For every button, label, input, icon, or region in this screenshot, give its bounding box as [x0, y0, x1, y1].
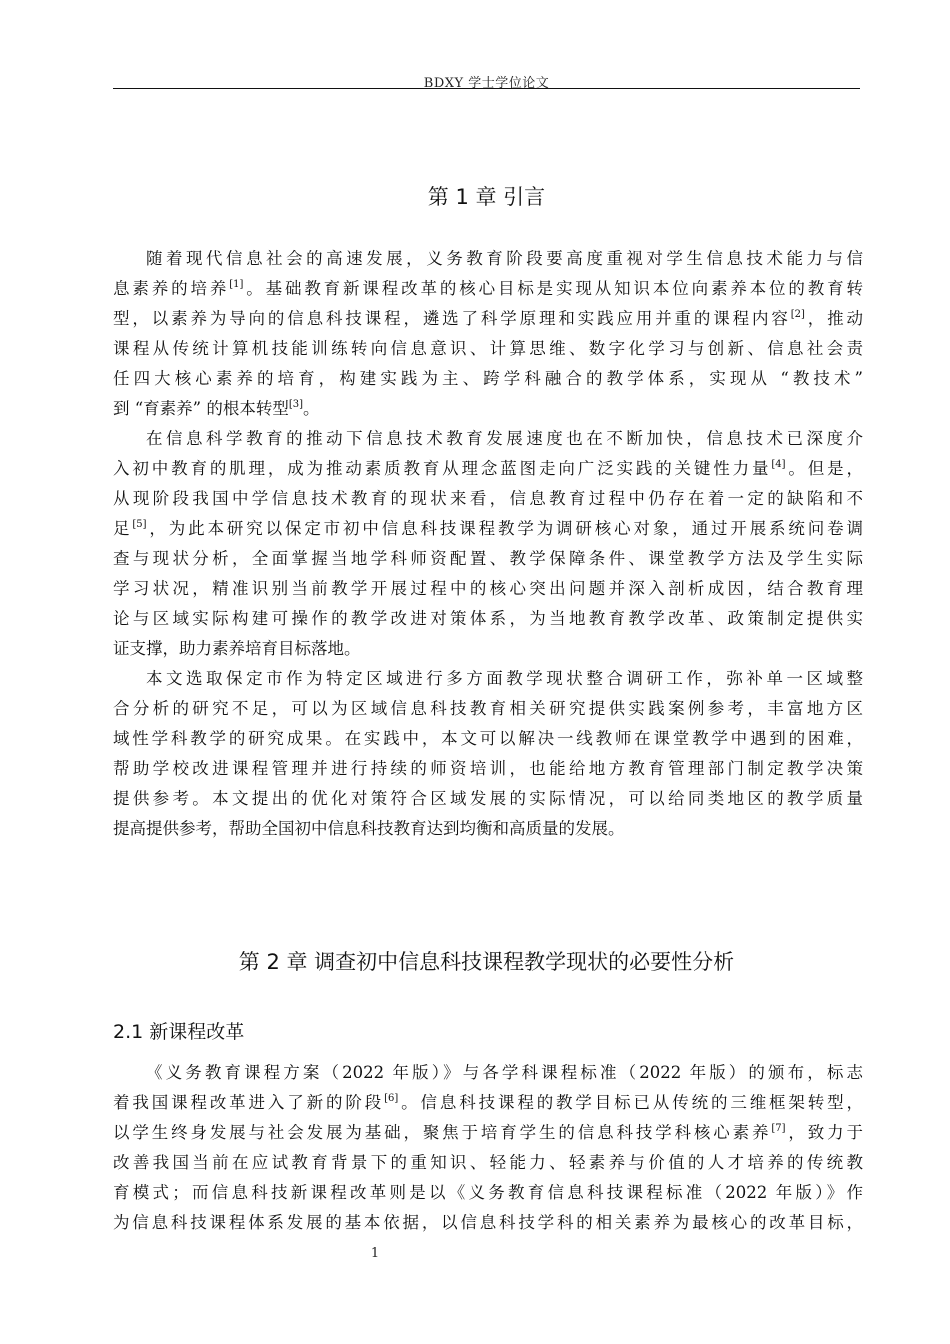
text-line [113, 274, 863, 304]
line-text: 提供参考。本文提出的优化对策符合区域发展的实际情况，可以给同类地区的教学质量 [113, 789, 863, 808]
line-text: 随着现代信息社会的高速发展，义务教育阶段要高度重视对学生信息技术能力与信 [146, 249, 863, 268]
line-text: 提高提供参考，帮助全国初中信息科技教育达到均衡和高质量的发展。 [113, 819, 625, 838]
text-line [113, 1208, 863, 1238]
line-text: 论与区域实际构建可操作的教学改进对策体系，为当地教育教学改革、政策制定提供实 [113, 609, 863, 628]
chapter-2-title: 第 2 章 调查初中信息科技课程教学现状的必要性分析 [238, 950, 735, 974]
line-text-tail: ，为此本研究以保定市初中信息科技课程教学为调研核心对象，通过开展系统问卷调 [146, 519, 864, 538]
line-text: 足 [113, 519, 133, 538]
line-text: 改善我国当前在应试教育背景下的重知识、轻能力、轻素养与价值的人才培养的传统教 [113, 1153, 863, 1172]
citation-ref: [7] [771, 1123, 786, 1134]
text-line [113, 1088, 863, 1118]
text-line [113, 724, 863, 754]
section-2-1-title: 2.1 新课程改革 [113, 1021, 245, 1043]
line-text: 息素养的培养 [113, 279, 230, 298]
text-line [113, 604, 863, 634]
text-line [113, 634, 863, 664]
line-text: 着我国课程改革进入了新的阶段 [113, 1093, 385, 1112]
line-text: 到 “育素养” 的根本转型 [113, 399, 289, 418]
line-text: 型，以素养为导向的信息科技课程，遴选了科学原理和实践应用并重的课程内容 [113, 309, 791, 328]
text-line [113, 1058, 863, 1088]
line-text: 域性学科教学的研究成果。在实践中，本文可以解决一线教师在课堂教学中遇到的困难， [113, 729, 863, 748]
line-text: 育模式；而信息科技新课程改革则是以《义务教育信息科技课程标准（2022 年版）》作 [113, 1183, 863, 1202]
text-line [113, 694, 863, 724]
line-text: 课程从传统计算机技能训练转向信息意识、计算思维、数字化学习与创新、信息社会责 [113, 339, 863, 358]
citation-ref: [6] [384, 1093, 399, 1104]
text-line [113, 304, 863, 334]
text-line [113, 574, 863, 604]
header-rule [113, 88, 860, 89]
line-text: 本文选取保定市作为特定区域进行多方面教学现状整合调研工作，弥补单一区域整 [146, 669, 863, 688]
line-text-tail: ，推动 [804, 309, 864, 328]
line-text: 在信息科学教育的推动下信息技术教育发展速度也在不断加快，信息技术已深度介 [146, 429, 863, 448]
text-line [113, 754, 863, 784]
line-text: 从现阶段我国中学信息技术教育的现状来看，信息教育过程中仍存在着一定的缺陷和不 [113, 489, 863, 508]
page-number: 1 [370, 1246, 380, 1261]
text-line [113, 1178, 863, 1208]
text-line [113, 814, 863, 844]
chapter-1-title: 第 1 章 引言 [427, 185, 546, 209]
text-line [113, 334, 863, 364]
line-text-tail: 。但是， [785, 459, 864, 478]
line-text: 以学生终身发展与社会发展为基础，聚焦于培育学生的信息科技学科核心素养 [113, 1123, 772, 1142]
text-line [113, 244, 863, 274]
text-line [113, 514, 863, 544]
text-line [113, 484, 863, 514]
citation-ref: [5] [132, 519, 147, 530]
text-line [113, 364, 863, 394]
chapter-1-body [113, 244, 863, 844]
text-line [113, 784, 863, 814]
citation-ref: [1] [229, 279, 244, 290]
line-text: 合分析的研究不足，可以为区域信息科技教育相关研究提供实践案例参考，丰富地方区 [113, 699, 863, 718]
text-line [113, 664, 863, 694]
line-text-tail: ，致力于 [785, 1123, 864, 1142]
text-line [113, 544, 863, 574]
line-text: 为信息科技课程体系发展的基本依据，以信息科技学科的相关素养为最核心的改革目标， [113, 1213, 863, 1232]
line-text-tail: 。信息科技课程的教学目标已从传统的三维框架转型， [398, 1093, 864, 1112]
text-line [113, 424, 863, 454]
text-line [113, 1118, 863, 1148]
line-text-tail: 。基础教育新课程改革的核心目标是实现从知识本位向素养本位的教育转 [243, 279, 864, 298]
line-text: 帮助学校改进课程管理并进行持续的师资培训，也能给地方教育管理部门制定教学决策 [113, 759, 863, 778]
running-header: BDXY 学士学位论文 [423, 76, 550, 91]
text-line [113, 454, 863, 484]
section-2-1-body [113, 1058, 863, 1238]
line-text: 入初中教育的肌理，成为推动素质教育从理念蓝图走向广泛实践的关键性力量 [113, 459, 772, 478]
line-text: 任四大核心素养的培育，构建实践为主、跨学科融合的教学体系，实现从 “教技术” [113, 369, 863, 388]
line-text: 证支撑，助力素养培育目标落地。 [113, 639, 361, 658]
line-text: 查与现状分析，全面掌握当地学科师资配置、教学保障条件、课堂教学方法及学生实际 [113, 549, 863, 568]
citation-ref: [2] [790, 309, 805, 320]
text-line [113, 394, 863, 424]
line-text: 学习状况，精准识别当前教学开展过程中的核心突出问题并深入剖析成因，结合教育理 [113, 579, 863, 598]
line-text: 《义务教育课程方案（2022 年版）》与各学科课程标准（2022 年版）的颁布，标志 [146, 1063, 863, 1082]
citation-ref: [4] [771, 459, 786, 470]
citation-ref: [3] [288, 399, 304, 410]
text-line [113, 1148, 863, 1178]
line-text-tail: 。 [303, 399, 320, 418]
